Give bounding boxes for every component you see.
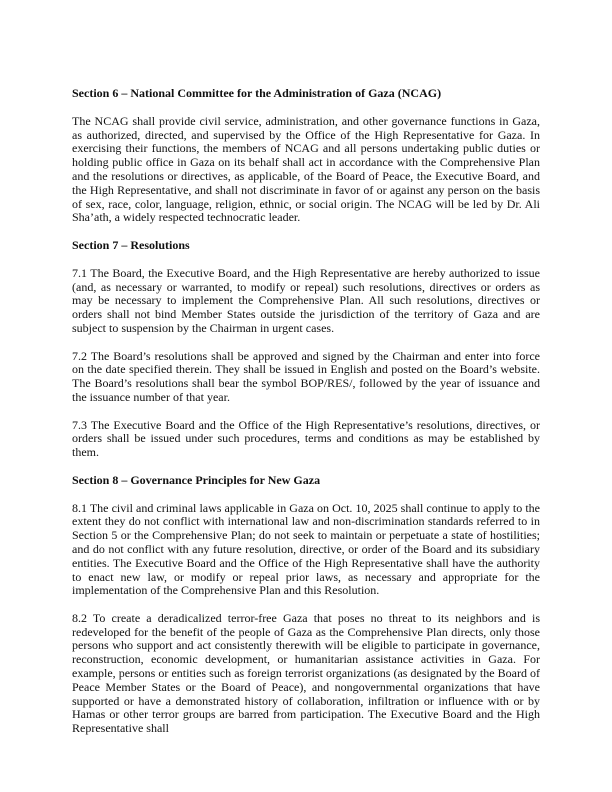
paragraph-8-1: 8.1 The civil and criminal laws applicable in Gaza on Oct. 10, 2025 shall continue to apply to the extent they do not conflict with international law and non-discrimination standards referred to in Section 5 or the Comprehensive Plan; do not seek to maintain or perpetuate a state of hostilities; and do not conflict with any future resolution, directive, or order of the Board and its subsidiary entities. The Executive Board and the Office of the High Representative shall have the authority to enact new law, or modify or repeal prior laws, as necessary and appropriate for the implementation of the Comprehensive Plan and this Resolution.	[72, 500, 540, 598]
section-8	[72, 474, 540, 736]
section-7	[72, 239, 540, 460]
paragraph-7-1: 7.1 The Board, the Executive Board, and the High Representative are hereby authorized to issue (and, as necessary or warranted, to modify or repeal) such resolutions, directives or orders as may be necessary to implement the Comprehensive Plan. All such resolutions, directives or orders shall not bind Member States outside the jurisdiction of the territory of Gaza and are subject to suspension by the Chairman in urgent cases.	[72, 265, 540, 335]
section-heading: Section 8 – Governance Principles for New Gaza	[72, 472, 321, 487]
paragraph-7-3: 7.3 The Executive Board and the Office of the High Representative’s resolutions, directives, or orders shall be issued under such procedures, terms and conditions as may be established by them.	[72, 417, 540, 460]
paragraph-7-2: 7.2 The Board’s resolutions shall be approved and signed by the Chairman and enter into force on the date specified therein. They shall be issued in English and posted on the Board’s website. The Board’s resolutions shall bear the symbol BOP/RES/, followed by the year of issuance and the issuance number of that year.	[72, 348, 540, 404]
section-heading: Section 6 – National Committee for the Administration of Gaza (NCAG)	[72, 86, 442, 100]
paragraph-8-2: 8.2 To create a deradicalized terror-free Gaza that poses no threat to its neighbors and is redeveloped for the benefit of the people of Gaza as the Comprehensive Plan directs, only those persons who support and act consistently therewith will be eligible to participate in governance, reconstruction, economic development, or humanitarian assistance activities in Gaza. For example, persons or entities such as foreign terrorist organizations (as designated by the Board of Peace Member States or the Board of Peace), and nongovernmental organizations that have supported or have a demonstrated history of collaboration, infiltration or influence with or by Hamas or other terror groups are barred from participation. The Executive Board and the High Representative shall	[72, 610, 540, 736]
section-heading: Section 7 – Resolutions	[72, 237, 190, 252]
document-page	[72, 87, 540, 750]
paragraph: The NCAG shall provide civil service, administration, and other governance functions in Gaza, as authorized, directed, and supervised by the Office of the High Representative for Gaza. In exercising their functions, the members of NCAG and all persons undertaking public duties or holding public office in Gaza on its behalf shall act in accordance with the Comprehensive Plan and the resolutions or directives, as applicable, of the Board of Peace, the Executive Board, and the High Representative, and shall not discriminate in favor of or against any person on the basis of sex, race, color, language, religion, ethnic, or social origin. The NCAG will be led by Dr. Ali Sha’ath, a widely respected technocratic leader.	[72, 113, 540, 225]
section-6	[72, 87, 540, 225]
